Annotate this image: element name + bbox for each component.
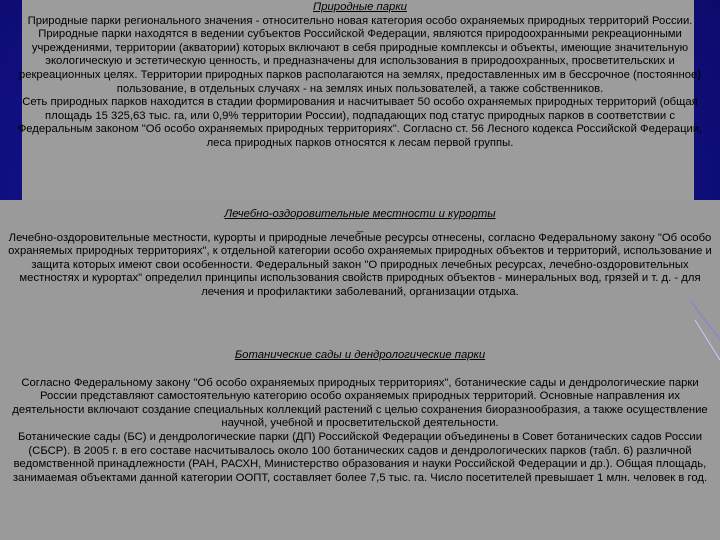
section-heading: Ботанические сады и дендрологические парки [234,349,486,361]
section-botanical-gardens [8,349,712,485]
section-heading: Природные парки [313,1,407,13]
paragraph: Сеть природных парков находится в стадии формирования и насчитывает 50 особо охраняемых природных территорий (общая площадь 15 325,63 тыс. га, или 0,9% территории России), подпадающих под статус природных парков в соответствии с Федеральным законом "Об особо охраняемых природных территориях". Согласно ст. 56 Лесного кодекса Российской Федерации, леса природных парков относятся к лесам первой группы. [17,96,703,149]
separator-dash: _ [356,220,364,233]
paragraph: Природные парки регионального значения - относительно новая категория особо охраняемых природных территорий России. Природные парки находятся в ведении субъектов Российской Федерации, являются природоохранными рекреационными учреждениями, территории (акватории) которых включают в себя природные комплексы и объекты, имеющие значительную экологическую и эстетическую ценность, и предназначены для использования в природоохранных, просветительских и рекреационных целях. Территории природных парков располагаются на землях, предоставленных им в бессрочное (постоянное) пользование, в отдельных случаях - на землях иных пользователей, а также собственников. [18,14,702,95]
paragraph: Согласно Федеральному закону "Об особо охраняемых природных территориях", ботанические сады и дендрологические парки России представляют самостоятельную категорию особо охраняемых природных территорий. Основные направления их деятельности включают создание специальных коллекций растений с целью сохранения биоразнообразия, а также осуществление научной, учебной и просветительской деятельности. [12,376,708,430]
paragraph: Лечебно-оздоровительные местности, курорты и природные лечебные ресурсы отнесены, согласно Федеральному закону "Об особо охраняемых природных территориях", к отдельной категории особо охраняемых природных объектов и территорий, использование и защита которых имеют свои особенности. Федеральный закон "О природных лечебных ресурсах, лечебно-оздоровительных местностях и курортах" определил принципы использования свойств природных объектов - минеральных вод, грязей и т. д. - для лечения и профилактики заболеваний, организации отдыха. [8,231,712,298]
section-heading: Лечебно-оздоровительные местности и курорты [224,208,496,220]
paragraph: Ботанические сады (БС) и дендрологические парки (ДП) Российской Федерации объединены в Совет ботанических садов России (СБСР). В 2005 г. в его составе насчитывалось около 100 ботанических садов и дендрологических парков (табл. 6) различной ведомственной принадлежности (РАН, РАСХН, Министерство образования и науки Российской Федерации и др.). Общая площадь, занимаемая объектами данной категории ООПТ, составляет более 7,5 тыс. га. Число посетителей превышает 1 млн. человек в год. [12,430,708,484]
section-health-resorts [8,208,712,300]
section-natural-parks [8,1,712,151]
